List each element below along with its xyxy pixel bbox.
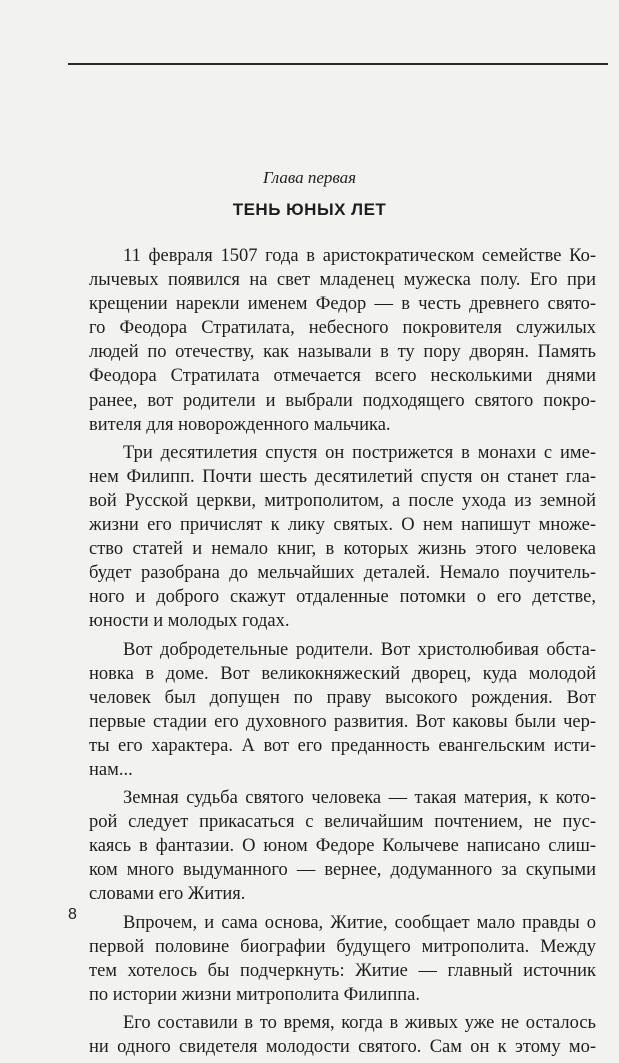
text-line: крещении нарекли именем Федор — в честь древнего свято-: [89, 294, 596, 315]
text-line: ство статей и немало книг, в которых жизнь этого человека: [89, 539, 596, 560]
body-text: [89, 244, 596, 1063]
chapter-title: ТЕНЬ ЮНЫХ ЛЕТ: [232, 200, 387, 219]
text-line: новка в доме. Вот великокняжеский дворец, куда молодой: [89, 663, 596, 684]
text-line: юности и молодых годах.: [89, 611, 290, 632]
text-line: жизни его причислят к лику святых. О нем напишут множе-: [89, 515, 596, 536]
page-number: 8: [68, 906, 77, 923]
text-line: Три десятилетия спустя он пострижется в монахи с име-: [123, 442, 596, 463]
text-line: нем Филипп. Почти шесть десятилетий спустя он станет гла-: [89, 466, 596, 487]
text-line: вой Русской церкви, митрополитом, а после ухода из земной: [89, 490, 596, 511]
paragraph: [89, 441, 596, 634]
text-line: каясь в фантазии. О юном Федоре Колычеве написано слиш-: [89, 836, 596, 857]
text-line: человек был допущен по праву высокого рождения. Вот: [89, 687, 596, 708]
text-line: го Феодора Стратилата, небесного покровителя служилых: [89, 318, 596, 339]
paragraph: [89, 244, 596, 437]
text-line: ты его характера. А вот его преданность евангельским исти-: [89, 735, 596, 756]
text-line: Феодора Стратилата отмечается всего несколькими днями: [89, 366, 596, 387]
text-line: тем хотелось бы подчеркнуть: Житие — главный источник: [89, 960, 596, 981]
text-line: будет разобрана до мельчайших деталей. Немало поучитель-: [89, 563, 596, 584]
text-line: ного и доброго скажут отдаленные потомки о его детстве,: [89, 587, 596, 608]
text-line: Впрочем, и сама основа, Житие, сообщает мало правды о: [123, 912, 596, 933]
chapter-label: Глава первая: [262, 168, 357, 187]
paragraph: [89, 1011, 596, 1059]
text-line: Его составили в то время, когда в живых уже не осталось: [123, 1012, 596, 1033]
text-line: лычевых появился на свет младенец мужеска полу. Его при: [89, 270, 596, 291]
text-line: Вот добродетельные родители. Вот христолюбивая обста-: [123, 639, 596, 660]
paragraph: [89, 638, 596, 783]
text-line: людей по отечеству, как называли в ту пору дворян. Память: [89, 342, 596, 363]
text-line: Земная судьба святого человека — такая материя, к кото-: [123, 788, 596, 809]
header-rule: [68, 63, 608, 65]
text-line: рой следует прикасаться с величайшим почтением, не пус-: [89, 812, 596, 833]
text-line: нам...: [89, 759, 133, 780]
text-line: первые стадии его духовного развития. Вот каковы были чер-: [89, 711, 596, 732]
text-line: вителя для новорожденного мальчика.: [89, 414, 391, 435]
text-line: ни одного свидетеля молодости святого. Сам он к этому мо-: [89, 1037, 596, 1057]
paragraph: [89, 786, 596, 906]
text-line: по истории жизни митрополита Филиппа.: [89, 984, 420, 1005]
paragraph: [89, 911, 596, 1007]
text-line: словами его Жития.: [89, 884, 246, 905]
text-line: первой половине биографии будущего митрополита. Между: [89, 936, 596, 957]
text-line: 11 февраля 1507 года в аристократическом семействе Ко-: [123, 246, 596, 266]
text-line: ранее, вот родители и выбрали подходящего святого покро-: [89, 390, 596, 411]
text-line: ком много выдуманного — вернее, додуманного за скупыми: [89, 860, 596, 881]
